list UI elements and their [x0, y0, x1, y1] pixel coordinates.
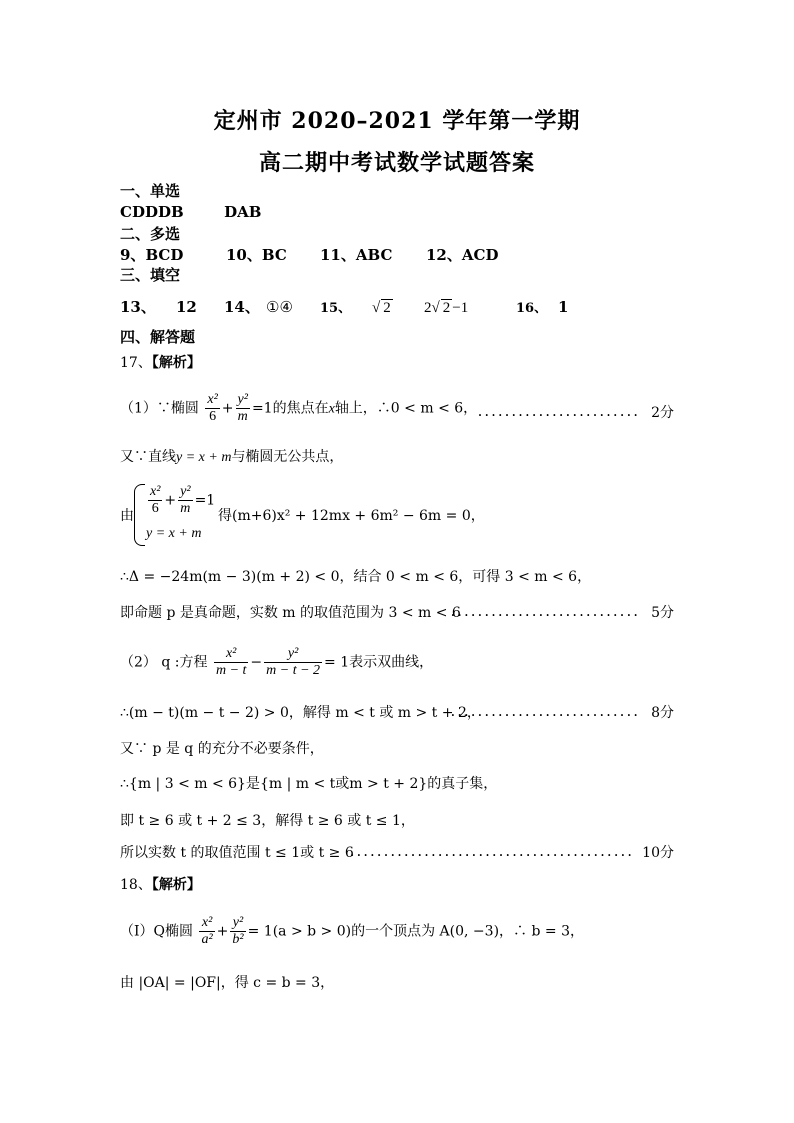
q17-line-11: 所以实数 t 的取值范围 t ≤ 1或 t ≥ 6 [120, 845, 354, 861]
multi-choice-item: 12、ACD [426, 246, 499, 264]
fraction: $\frac{\text{x²}}{\text{a²}}$ [201, 915, 213, 947]
q17-line-6: （2） q :方程 $\frac{\text{x²}}{m - t}$ − $\frac{\text{y²}}{m - t - 2}$ = 1表示双曲线， [120, 646, 434, 678]
q17-line-7-leader-dots: ............................ [450, 702, 640, 720]
document-title-line2: 高二期中考试数学试题答案 [258, 150, 535, 176]
single-choice-answers-b: DAB [224, 203, 262, 221]
question-15-answer-a: √ 2 [372, 300, 391, 316]
fraction: $\frac{\text{y²}}{m}$ [237, 392, 248, 424]
question-13-number: 13、 [120, 298, 156, 316]
fraction: $\frac{\text{y²}}{m}$ [180, 484, 191, 516]
question-15-number: 15、 [320, 301, 352, 316]
q17-line-7-score: 8分 [651, 705, 674, 721]
q17-line-5-score: 5分 [651, 605, 674, 621]
fill-blank-answers [120, 296, 568, 317]
fraction: $\frac{\text{y²}}{\text{b²}}$ [232, 915, 244, 947]
q17-line-1-leader-dots: ........................ [477, 402, 640, 420]
document-title-line1: 定州市 2020–2021 学年第一学期 [213, 108, 581, 134]
q17-line-5-leader-dots: ............................ [450, 602, 640, 620]
q17-system-eq-2: y = x + m [146, 526, 202, 541]
q18-line-2: 由 |OA| = |OF|，得 c = b = 3， [120, 975, 335, 991]
fraction: $\frac{\text{x²}}{m - t}$ [215, 646, 247, 678]
q17-line-11-score: 10分 [642, 845, 674, 861]
single-choice-answers [120, 203, 261, 221]
multi-choice-answers [120, 244, 498, 265]
fraction: $\frac{\text{y²}}{m - t - 2}$ [266, 646, 321, 678]
single-choice-answers-a: CDDDB [120, 203, 184, 221]
multi-choice-item: 10、BC [226, 246, 287, 264]
multi-choice-item: 9、BCD [120, 246, 184, 264]
q17-line-5: 即命题 p 是真命题，实数 m 的取值范围为 3 < m < 6 [120, 605, 461, 621]
question-16-number: 16、 [516, 301, 548, 316]
q17-line-3-prefix: 由 [120, 508, 134, 524]
q18-line-1: （Ⅰ）Q椭圆 $\frac{\text{x²}}{\text{a²}}$ + $\frac{\text{y²}}{\text{b²}}$ = 1(a > b > 0)的一个顶点为 A(0, −3)，∴ b = 3， [120, 915, 584, 947]
q17-line-3-result: 得(m+6)x² + 12mx + 6m² − 6m = 0， [218, 508, 485, 524]
question-14-number: 14、 [224, 298, 260, 316]
q17-line-4: ∴Δ = −24m(m − 3)(m + 2) < 0，结合 0 < m < 6，可得 3 < m < 6， [120, 569, 592, 585]
section-solutions-label: 四、解答题 [120, 328, 196, 346]
multi-choice-item: 11、ABC [320, 246, 393, 264]
section-multi-choice-label: 二、多选 [120, 225, 181, 243]
q17-line-9: ∴{m | 3 < m < 6}是{m | m < t或m > t + 2}的真子集， [120, 776, 498, 792]
question-13-answer: 12 [176, 298, 197, 316]
q17-line-8: 又∵ p 是 q 的充分不必要条件， [120, 741, 324, 757]
equation-system-brace [134, 484, 145, 546]
q17-line-10: 即 t ≥ 6 或 t + 2 ≤ 3，解得 t ≥ 6 或 t ≤ 1， [120, 813, 415, 829]
q17-line-1: （1）∵椭圆 $\frac{\text{x²}}{6}$ + $\frac{\text{y²}}{m}$ =1的焦点在x轴上，∴0 < m < 6， [120, 392, 478, 424]
question-17-heading: 17、【解析】 [120, 355, 201, 371]
section-single-choice-label: 一、单选 [120, 182, 181, 200]
section-fill-blank-label: 三、填空 [120, 266, 181, 284]
question-15-answer-b: 2√ 2 −1 [424, 300, 469, 316]
q17-line-7: ∴(m − t)(m − t − 2) > 0，解得 m < t 或 m > t + 2， [120, 705, 481, 721]
q17-system-eq-1: $\frac{\text{x²}}{6}$ + $\frac{\text{y²}}{m}$ =1 [150, 484, 216, 516]
q17-line-11-leader-dots: .......................................... [349, 842, 634, 860]
fraction: $\frac{\text{x²}}{6}$ [150, 484, 161, 516]
question-14-answer: ①④ [266, 298, 293, 316]
question-18-heading: 18、【解析】 [120, 877, 201, 893]
q17-line-2: 又∵直线y = x + m与椭圆无公共点， [120, 449, 344, 465]
fraction: $\frac{\text{x²}}{6}$ [207, 392, 218, 424]
question-16-answer: 1 [558, 298, 569, 316]
q17-line-1-score: 2分 [651, 405, 674, 421]
